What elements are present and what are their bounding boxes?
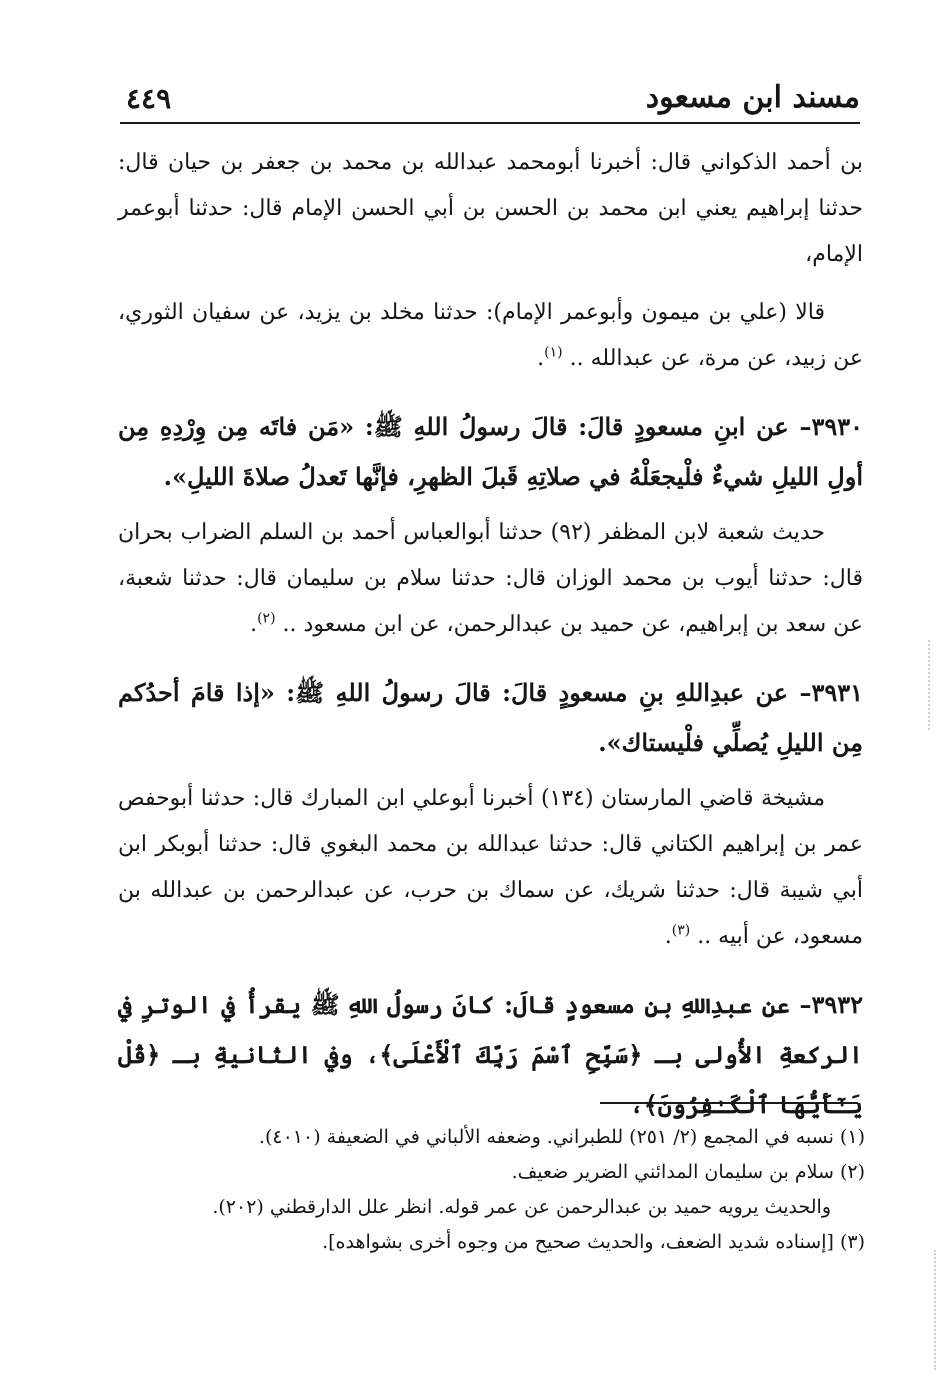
footnote-2: (٢) سلام بن سليمان المدائني الضرير ضعيف. [511, 1161, 865, 1183]
footnote-ref-2[interactable]: (٢) [257, 610, 276, 627]
paragraph-text: قالا (علي بن ميمون وأبوعمر الإمام): حدثنا مخلد بن يزيد، عن سفيان الثوري، عن زبيد، عن مرة، عن عبدالله .. [118, 300, 863, 371]
hadith-3930 [118, 402, 863, 502]
paragraph-isnad-2: قالا (علي بن ميمون وأبوعمر الإمام): حدثنا مخلد بن يزيد، عن سفيان الثوري، عن زبيد، عن مرة، عن عبدالله .. $^{(١)}$. [118, 300, 863, 371]
hadith-3931 [118, 668, 863, 768]
hadith-text: عن ابنِ مسعودٍ قالَ: قالَ رسولُ اللهِ ﷺ: «مَن فاتَه مِن وِرْدِهِ مِن أولِ الليلِ شيءٌ فلْيجعَلْهُ في صلاتِهِ قَبلَ الظهرِ، فإنَّها تَعدلُ صلاةَ الليلِ». [118, 412, 863, 491]
scan-edge-mark [934, 1250, 938, 1370]
paragraph-source-3931: مشيخة قاضي المارستان (١٣٤) أخبرنا أبوعلي ابن المبارك قال: حدثنا أبوحفص عمر بن إبراهيم الكتاني قال: حدثنا عبدالله بن محمد البغوي قال: حدثنا أبوبكر ابن أبي شيبة قال: حدثنا شريك، عن سماك بن حرب، عن عبدالرحمن بن عبدالله بن مسعود، عن أبيه .. $^{(٣)}$. [118, 786, 863, 949]
footnote-divider [600, 1102, 858, 1104]
footnote-ref-3[interactable]: (٣) [671, 922, 691, 939]
scan-edge-mark [928, 640, 932, 730]
footnote-3: (٣) [إسناده شديد الضعف، والحديث صحيح من وجوه أخرى بشواهده]. [322, 1231, 865, 1253]
main-text [118, 140, 863, 1138]
paragraph-text: حديث شعبة لابن المظفر (٩٢) حدثنا أبوالعباس أحمد بن السلم الضراب بحران قال: حدثنا أيوب بن محمد الوزان قال: حدثنا سلام بن سليمان قال: حدثنا شعبة، عن سعد بن إبراهيم، عن حميد بن عبدالرحمن، عن ابن مسعود .. [118, 520, 863, 637]
page-number: ٤٤٩ [126, 82, 172, 115]
hadith-number: ٣٩٣١– [799, 678, 864, 707]
paragraph-source-3930: حديث شعبة لابن المظفر (٩٢) حدثنا أبوالعباس أحمد بن السلم الضراب بحران قال: حدثنا أيوب بن محمد الوزان قال: حدثنا سلام بن سليمان قال: حدثنا شعبة، عن سعد بن إبراهيم، عن حميد بن عبدالرحمن، عن ابن مسعود .. $^{(٢)}$. [118, 520, 863, 637]
paragraph-text: بن أحمد الذكواني قال: أخبرنا أبومحمد عبدالله بن محمد بن جعفر بن حيان قال: حدثنا إبراهيم يعني ابن محمد بن الحسن بن أبي الحسن الإمام قال: حدثنا أبوعمر الإمام، [118, 150, 863, 267]
paragraph-isnad-1 [118, 140, 863, 278]
footnotes [150, 1120, 865, 1260]
hadith-text: عن عبدِاللهِ بنِ مسعودٍ قالَ: قالَ رسولُ اللهِ ﷺ: «إذا قامَ أحدُكم مِن الليلِ يُصلِّي فلْيستاك». [118, 678, 863, 757]
hadith-number: ٣٩٣٢– [799, 990, 863, 1019]
page-header [120, 76, 860, 124]
footnote-ref-1[interactable]: (١) [544, 344, 563, 361]
hadith-text: عن عبدِاللهِ بنِ مسعودٍ قالَ: كانَ رسولُ اللهِ ﷺ يقرأُ في الوترِ في الركعةِ الأُولى بـ ﴿سَبِّحِ ٱسْمَ رَبِّكَ ٱلْأَعْلَى﴾، وفي الثانيةِ بـ ﴿قُلْ يَـٰٓأَيُّهَا ٱلْكَـٰفِرُونَ﴾، [118, 990, 863, 1119]
footnote-2-continued: والحديث يرويه حميد بن عبدالرحمن عن عمر قوله. انظر علل الدارقطني (٢٠٢). [212, 1196, 831, 1218]
paragraph-text: مشيخة قاضي المارستان (١٣٤) أخبرنا أبوعلي ابن المبارك قال: حدثنا أبوحفص عمر بن إبراهيم الكتاني قال: حدثنا عبدالله بن محمد البغوي قال: حدثنا أبوبكر ابن أبي شيبة قال: حدثنا شريك، عن سماك بن حرب، عن عبدالرحمن بن عبدالله بن مسعود، عن أبيه .. [118, 786, 863, 949]
hadith-3932 [118, 980, 863, 1130]
footnote-1: (١) نسبه في المجمع (٢/ ٢٥١) للطبراني. وضعفه الألباني في الضعيفة (٤٠١٠). [258, 1126, 865, 1148]
hadith-number: ٣٩٣٠– [799, 412, 863, 441]
running-title: مسند ابن مسعود [645, 80, 860, 115]
